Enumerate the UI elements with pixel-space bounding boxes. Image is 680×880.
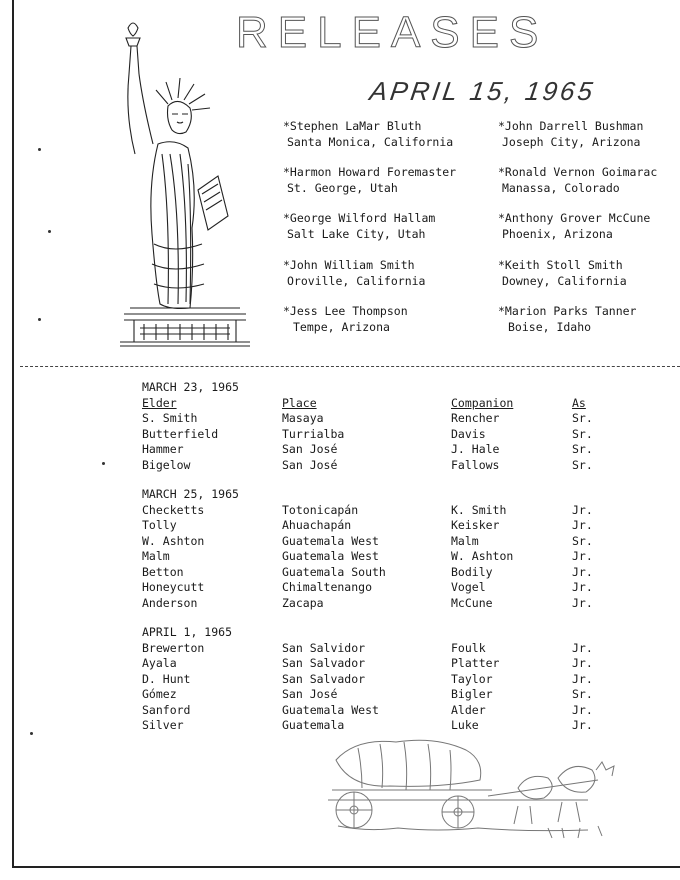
release-entry [283, 164, 456, 196]
cell-elder: Ayala [142, 656, 177, 670]
cell-companion: Rencher [451, 411, 500, 425]
release-place: Phoenix, Arizona [502, 227, 613, 241]
stray-mark [30, 732, 33, 735]
cell-place: San Salvidor [282, 640, 366, 655]
cell-place: Totonicapán [282, 502, 359, 517]
cell-place: Ahuachapán [282, 518, 352, 532]
cell-companion: J. Hale [451, 442, 500, 456]
release-name: *John Darrell Bushman [498, 119, 644, 133]
release-place: Joseph City, Arizona [502, 135, 641, 149]
column-header-elder: Elder [142, 395, 177, 410]
cell-place: San José [282, 457, 338, 472]
cell-companion: Malm [451, 533, 479, 548]
section-divider [20, 366, 680, 367]
cell-as: Jr. [572, 549, 593, 563]
cell-companion: W. Ashton [451, 549, 514, 563]
release-entry [283, 257, 425, 289]
cell-elder: Brewerton [142, 640, 205, 655]
cell-elder: Butterfield [142, 426, 219, 441]
statue-of-liberty-illustration [110, 14, 260, 354]
release-name: *Ronald Vernon Goimarac [498, 165, 658, 179]
release-entry [498, 257, 627, 289]
cell-elder: Anderson [142, 595, 198, 610]
cell-as: Jr. [572, 595, 593, 610]
cell-as: Sr. [572, 411, 593, 425]
cell-place: Guatemala [282, 718, 345, 732]
release-entry [498, 303, 636, 335]
left-margin-line [12, 0, 14, 868]
cell-as: Jr. [572, 718, 593, 732]
cell-as: Jr. [572, 671, 593, 686]
release-name: *Harmon Howard Foremaster [283, 165, 457, 179]
release-name: *Jess Lee Thompson [283, 304, 408, 318]
cell-place: San Salvador [282, 671, 366, 686]
cell-companion: Taylor [451, 671, 493, 686]
cell-as: Sr. [572, 426, 593, 441]
cell-place: Turrialba [282, 426, 345, 441]
cell-elder: Checketts [142, 502, 205, 517]
release-place: Tempe, Arizona [293, 320, 390, 334]
cell-elder: Tolly [142, 518, 177, 532]
cell-place: Guatemala West [282, 549, 379, 563]
release-place: Downey, California [502, 274, 627, 288]
cell-place: San José [282, 687, 338, 701]
cell-as: Jr. [572, 564, 593, 579]
cell-as: Sr. [572, 457, 593, 472]
release-name: *George Wilford Hallam [283, 211, 436, 225]
release-place: Oroville, California [287, 274, 426, 288]
cell-as: Jr. [572, 640, 593, 655]
cell-companion: K. Smith [451, 502, 507, 517]
cell-elder: S. Smith [142, 411, 198, 425]
cell-place: Chimaltenango [282, 580, 373, 594]
cell-elder: Malm [142, 549, 170, 563]
cell-companion: Fallows [451, 457, 500, 472]
cell-as: Sr. [572, 533, 593, 548]
release-entry [498, 164, 680, 196]
release-date: APRIL 15, 1965 [367, 76, 598, 106]
covered-wagon-illustration [318, 730, 636, 840]
release-name: *Keith Stoll Smith [498, 258, 623, 272]
cell-companion: Bodily [451, 564, 493, 579]
cell-elder: W. Ashton [142, 533, 205, 548]
cell-as: Jr. [572, 702, 593, 717]
cell-companion: Luke [451, 718, 479, 732]
stray-mark [38, 148, 41, 151]
column-header-as: As [572, 395, 586, 410]
cell-as: Jr. [572, 518, 593, 532]
release-name: *Marion Parks Tanner [498, 304, 637, 318]
cell-elder: Betton [142, 564, 184, 579]
release-place: St. George, Utah [287, 181, 398, 195]
release-name: *John William Smith [283, 258, 415, 272]
release-entry [283, 118, 453, 150]
cell-as: Sr. [572, 687, 593, 701]
release-name: *Stephen LaMar Bluth [283, 119, 422, 133]
column-header-companion: Companion [451, 395, 514, 410]
cell-companion: Vogel [451, 580, 486, 594]
release-place: Manassa, Colorado [502, 181, 620, 195]
release-place: Santa Monica, California [287, 135, 454, 149]
cell-place: San Salvador [282, 656, 366, 670]
release-entry [498, 210, 680, 242]
cell-elder: Sanford [142, 702, 191, 717]
cell-place: Guatemala West [282, 702, 379, 717]
cell-elder: D. Hunt [142, 671, 191, 686]
cell-companion: Platter [451, 656, 500, 670]
cell-companion: Bigler [451, 687, 493, 701]
cell-as: Jr. [572, 580, 593, 594]
stray-mark [102, 462, 105, 465]
group-date: MARCH 25, 1965 [142, 487, 239, 501]
release-place: Boise, Idaho [508, 320, 592, 334]
page-title: RELEASES [236, 8, 549, 57]
group-date: APRIL 1, 1965 [142, 625, 233, 639]
column-header-place: Place [282, 395, 317, 410]
release-place: Salt Lake City, Utah [287, 227, 426, 241]
release-entry [498, 118, 643, 150]
stray-mark [48, 230, 51, 233]
cell-companion: Alder [451, 702, 486, 717]
cell-companion: Davis [451, 426, 486, 441]
cell-place: Zacapa [282, 595, 324, 610]
group-date: MARCH 23, 1965 [142, 380, 239, 394]
cell-place: Guatemala West [282, 533, 379, 548]
cell-place: Masaya [282, 411, 324, 425]
release-name: *Anthony Grover McCune [498, 211, 651, 225]
cell-elder: Honeycutt [142, 580, 205, 594]
cell-as: Jr. [572, 502, 593, 517]
cell-companion: Foulk [451, 640, 486, 655]
cell-elder: Gómez [142, 687, 177, 701]
cell-companion: McCune [451, 595, 493, 610]
cell-as: Jr. [572, 656, 593, 670]
cell-elder: Silver [142, 718, 184, 732]
cell-place: San José [282, 442, 338, 456]
cell-elder: Hammer [142, 442, 184, 456]
cell-elder: Bigelow [142, 457, 191, 472]
stray-mark [38, 318, 41, 321]
cell-place: Guatemala South [282, 564, 386, 579]
cell-companion: Keisker [451, 518, 500, 532]
bottom-margin-line [12, 866, 680, 868]
release-entry [283, 303, 408, 335]
release-entry [283, 210, 435, 242]
cell-as: Sr. [572, 442, 593, 456]
